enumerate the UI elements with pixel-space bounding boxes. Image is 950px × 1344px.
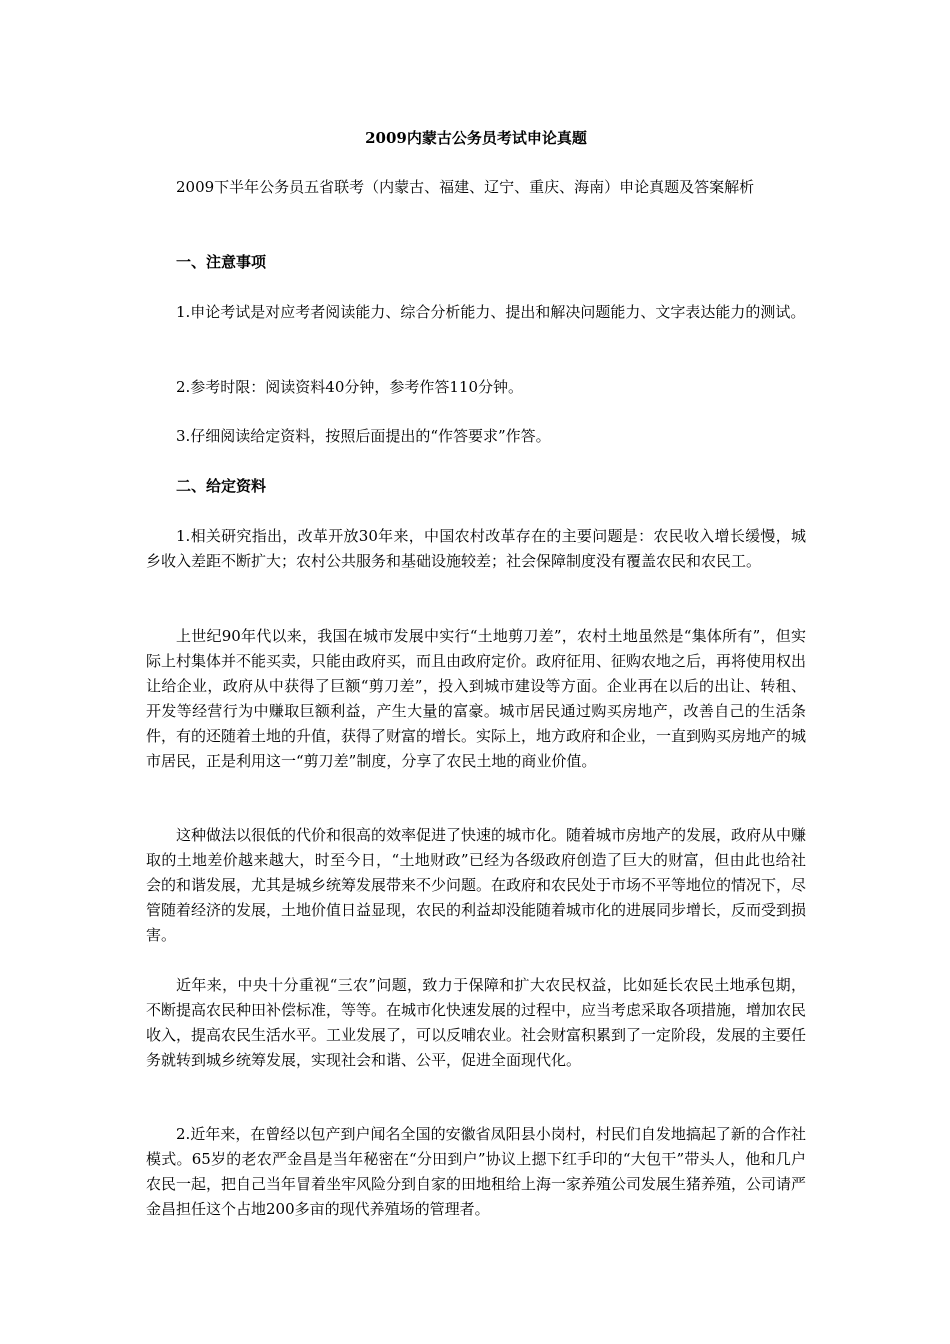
section-heading-materials: 二、给定资料 [176,477,267,495]
document-page [146,0,806,1344]
document-title: 2009内蒙古公务员考试申论真题 [365,129,587,147]
material-paragraph-3: 这种做法以很低的代价和很高的效率促进了快速的城市化。随着城市房地产的发展，政府从中赚取的土地差价越来越大，时至今日，“土地财政”已经为各级政府创造了巨大的财富，但由此也给社会的和谐发展，尤其是城乡统筹发展带来不少问题。在政府和农民处于市场不平等地位的情况下，尽管随着经济的发展，土地价值日益显现，农民的利益却没能随着城市化的进展同步增长，反而受到损害。 [146,826,807,944]
notes-item-1: 1.申论考试是对应考者阅读能力、综合分析能力、提出和解决问题能力、文字表达能力的测试。 [176,303,806,321]
material-paragraph-5: 2.近年来，在曾经以包产到户闻名全国的安徽省凤阳县小岗村，村民们自发地搞起了新的合作社模式。65岁的老农严金昌是当年秘密在“分田到户”协议上摁下红手印的“大包干”带头人，他和几户农民一起，把自己当年冒着坐牢风险分到自家的田地租给上海一家养殖公司发展生猪养殖，公司请严金昌担任这个占地200多亩的现代养殖场的管理者。 [146,1125,807,1218]
material-paragraph-2: 上世纪90年代以来，我国在城市发展中实行“土地剪刀差”，农村土地虽然是“集体所有”，但实际上村集体并不能买卖，只能由政府买，而且由政府定价。政府征用、征购农地之后，再将使用权出让给企业，政府从中获得了巨额“剪刀差”，投入到城市建设等方面。企业再在以后的出让、转租、开发等经营行为中赚取巨额利益，产生大量的富豪。城市居民通过购买房地产，改善自己的生活条件，有的还随着土地的升值，获得了财富的增长。实际上，地方政府和企业，一直到购买房地产的城市居民，正是利用这一“剪刀差”制度，分享了农民土地的商业价值。 [146,627,807,770]
document-subtitle: 2009下半年公务员五省联考（内蒙古、福建、辽宁、重庆、海南）申论真题及答案解析 [176,178,755,196]
section-heading-notes: 一、注意事项 [176,253,267,271]
notes-item-2: 2.参考时限：阅读资料40分钟，参考作答110分钟。 [176,378,524,396]
material-paragraph-4: 近年来，中央十分重视“三农”问题，致力于保障和扩大农民权益，比如延长农民土地承包期，不断提高农民种田补偿标准，等等。在城市化快速发展的过程中，应当考虑采取各项措施，增加农民收入，提高农民生活水平。工业发展了，可以反哺农业。社会财富积累到了一定阶段，发展的主要任务就转到城乡统筹发展，实现社会和谐、公平，促进全面现代化。 [146,976,807,1069]
material-paragraph-1: 1.相关研究指出，改革开放30年来，中国农村改革存在的主要问题是：农民收入增长缓慢，城乡收入差距不断扩大；农村公共服务和基础设施较差；社会保障制度没有覆盖农民和农民工。 [146,527,806,570]
notes-item-3: 3.仔细阅读给定资料，按照后面提出的“作答要求”作答。 [176,427,551,445]
